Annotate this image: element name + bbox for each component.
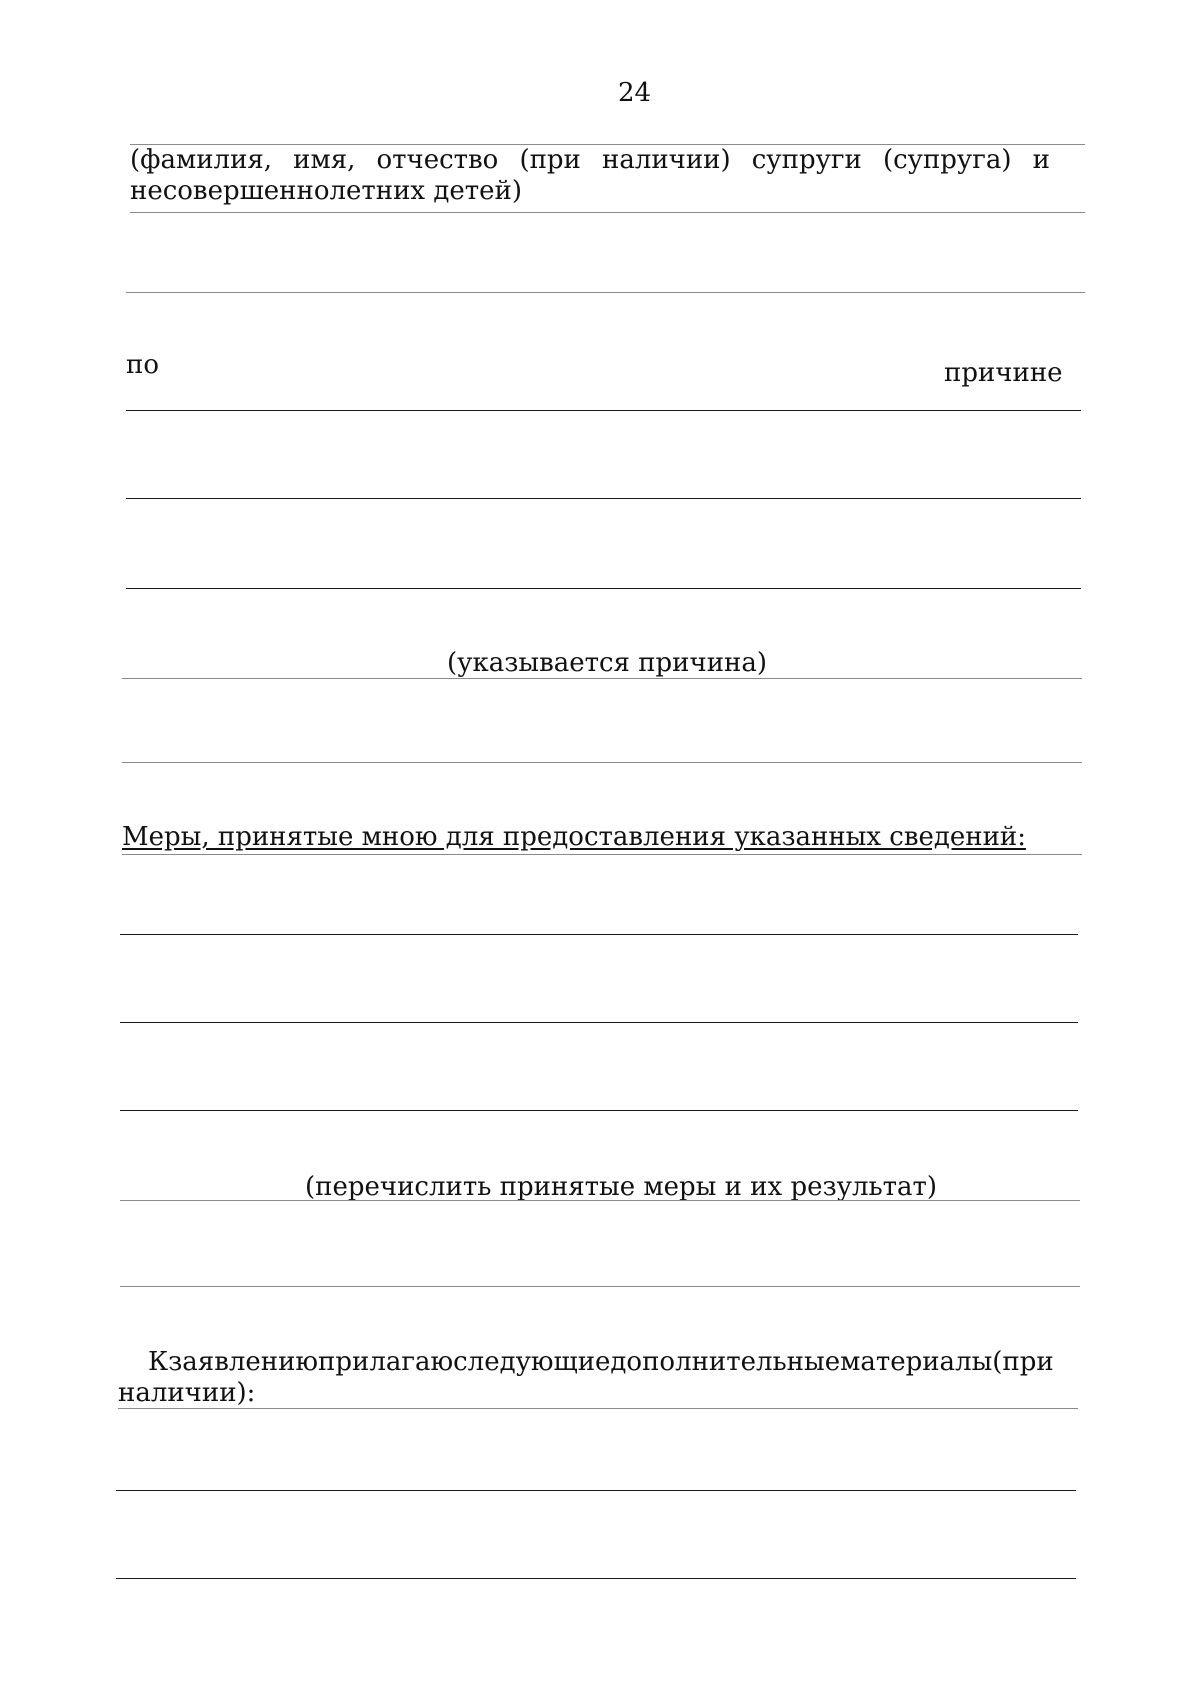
fill-line	[120, 1022, 1078, 1023]
reason-word-right: причине	[944, 358, 1063, 388]
caption-word: имя,	[293, 145, 356, 175]
fill-line	[120, 1286, 1080, 1287]
fill-line	[122, 762, 1082, 763]
attachments-word: (при	[992, 1347, 1054, 1377]
fill-line	[126, 588, 1081, 589]
caption-word: отчество	[376, 145, 499, 175]
caption-word: (при	[519, 145, 581, 175]
attachments-word: следующие	[453, 1347, 611, 1377]
fill-line	[118, 1408, 1078, 1409]
fill-line	[120, 1200, 1080, 1201]
caption-word: и	[1032, 145, 1050, 175]
fill-line	[130, 212, 1085, 213]
fill-line	[126, 292, 1085, 293]
caption-word: наличии)	[601, 145, 731, 175]
caption-word: (фамилия,	[130, 145, 273, 175]
attachments-word: прилагаю	[318, 1347, 454, 1377]
fill-line	[120, 934, 1078, 935]
spouse-caption-line1	[130, 145, 1050, 175]
caption-word: (супруга)	[882, 145, 1012, 175]
measures-heading: Меры, принятые мною для предоставления указанных сведений:	[122, 822, 1027, 852]
attachments-line2: наличии):	[118, 1378, 256, 1408]
attachments-word: дополнительные	[610, 1347, 841, 1377]
attachments-word: заявлению	[168, 1347, 319, 1377]
fill-line	[116, 1490, 1076, 1491]
spouse-caption-line2: несовершеннолетних детей)	[130, 176, 522, 206]
fill-line	[122, 854, 1082, 855]
page-number: 24	[618, 78, 652, 108]
attachments-word: К	[148, 1347, 169, 1377]
fill-line	[116, 1578, 1076, 1579]
reason-caption: (указывается причина)	[447, 648, 767, 678]
fill-line	[126, 498, 1081, 499]
caption-word: супруги	[751, 145, 862, 175]
fill-line	[126, 410, 1081, 411]
attachments-word: материалы	[840, 1347, 993, 1377]
fill-line	[120, 1110, 1078, 1111]
measures-caption: (перечислить принятые меры и их результат)	[305, 1172, 938, 1202]
fill-line	[122, 678, 1082, 679]
reason-word-left: по	[126, 350, 159, 380]
attachments-line1	[148, 1347, 1054, 1377]
